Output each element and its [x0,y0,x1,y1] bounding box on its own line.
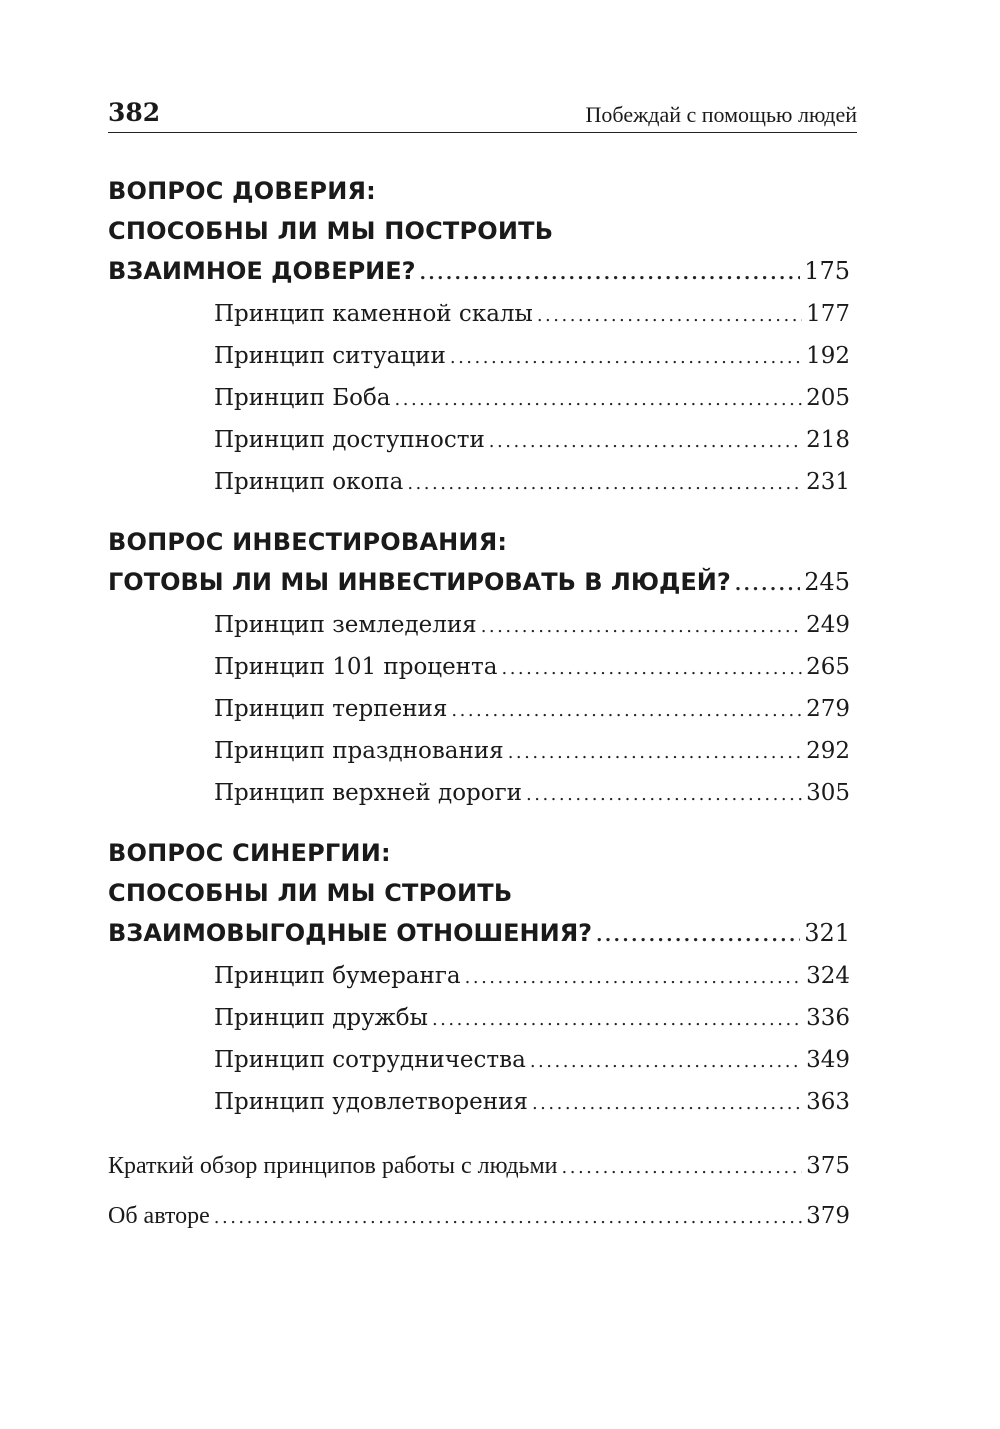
principle-entry[interactable] [214,605,850,647]
principle-entry[interactable] [214,1040,850,1082]
dot-leader [407,464,802,504]
section-title-line: СПОСОБНЫ ЛИ МЫ СТРОИТЬ [108,879,513,907]
toc-entry-label: Принцип каменной скалы [214,301,533,327]
dot-leader [562,1144,803,1192]
toc-page-number: 321 [804,919,850,947]
dot-leader [596,916,800,956]
section-title-line: ВОПРОС ДОВЕРИЯ: [108,177,376,205]
toc-page-number: 324 [806,963,850,989]
table-of-contents [108,171,850,1242]
toc-section [108,522,850,815]
principle-list [214,956,850,1124]
toc-page-number: 192 [806,343,850,369]
toc-entry-label: Принцип бумеранга [214,963,461,989]
toc-page-number: 205 [806,385,850,411]
dot-leader [481,607,802,647]
principle-entry[interactable] [214,998,850,1040]
toc-page-number: 375 [806,1153,850,1179]
dot-leader [451,691,802,731]
principle-entry[interactable] [214,378,850,420]
toc-entry-label: Принцип дружбы [214,1005,428,1031]
toc-entry-label: Принцип 101 процента [214,654,498,680]
section-title-entry[interactable] [108,913,850,956]
toc-entry-label: Об авторе [108,1203,210,1229]
toc-entry-label: Принцип земледелия [214,612,477,638]
dot-leader [508,733,802,773]
toc-page-number: 349 [806,1047,850,1073]
dot-leader [537,296,802,336]
section-title-entry[interactable] [108,562,850,605]
toc-page-number: 363 [806,1089,850,1115]
dot-leader [465,958,802,998]
toc-page-number: 336 [806,1005,850,1031]
toc-entry-label: Принцип празднования [214,738,504,764]
page-number: 382 [108,98,161,127]
principle-entry[interactable] [214,336,850,378]
dot-leader [735,565,800,605]
dot-leader [526,775,802,815]
toc-page-number: 305 [806,780,850,806]
dot-leader [395,380,803,420]
dot-leader [489,422,802,462]
back-matter-entry[interactable] [108,1192,850,1242]
toc-entry-label: Принцип окопа [214,469,404,495]
dot-leader [530,1042,802,1082]
principle-list [214,605,850,815]
toc-entry-label: Принцип терпения [214,696,448,722]
principle-entry[interactable] [214,731,850,773]
dot-leader [532,1084,802,1124]
principle-entry[interactable] [214,462,850,504]
toc-entry-label: ГОТОВЫ ЛИ МЫ ИНВЕСТИРОВАТЬ В ЛЮДЕЙ? [108,568,731,596]
toc-entry-label: Краткий обзор принципов работы с людьми [108,1153,558,1179]
toc-entry-label: Принцип доступности [214,427,485,453]
back-matter-entry[interactable] [108,1142,850,1192]
toc-page-number: 218 [806,427,850,453]
principle-entry[interactable] [214,689,850,731]
toc-page-number: 245 [804,568,850,596]
dot-leader [432,1000,802,1040]
toc-entry-label: ВЗАИМОВЫГОДНЫЕ ОТНОШЕНИЯ? [108,919,593,947]
toc-page-number: 249 [806,612,850,638]
toc-entry-label: Принцип ситуации [214,343,446,369]
principle-entry[interactable] [214,420,850,462]
toc-page-number: 265 [806,654,850,680]
principle-entry[interactable] [214,956,850,998]
toc-entry-label: Принцип сотрудничества [214,1047,526,1073]
toc-page-number: 292 [806,738,850,764]
principle-entry[interactable] [214,773,850,815]
section-title-line: СПОСОБНЫ ЛИ МЫ ПОСТРОИТЬ [108,217,554,245]
principle-entry[interactable] [214,1082,850,1124]
running-title: Побеждай с помощью людей [585,102,857,127]
toc-page-number: 279 [806,696,850,722]
toc-section [108,833,850,1124]
back-matter-list [108,1142,850,1242]
dot-leader [420,254,801,294]
toc-section [108,171,850,504]
page-header [108,96,857,133]
principle-entry[interactable] [214,647,850,689]
toc-page-number: 231 [806,469,850,495]
section-title-line: ВОПРОС СИНЕРГИИ: [108,839,391,867]
dot-leader [450,338,802,378]
toc-page-number: 175 [804,257,850,285]
toc-entry-label: ВЗАИМНОЕ ДОВЕРИЕ? [108,257,416,285]
dot-leader [214,1194,802,1242]
principle-entry[interactable] [214,294,850,336]
section-title-entry[interactable] [108,251,850,294]
toc-entry-label: Принцип Боба [214,385,391,411]
principle-list [214,294,850,504]
toc-page-number: 177 [806,301,850,327]
toc-entry-label: Принцип верхней дороги [214,780,522,806]
section-title-line: ВОПРОС ИНВЕСТИРОВАНИЯ: [108,528,508,556]
toc-page-number: 379 [806,1203,850,1229]
toc-entry-label: Принцип удовлетворения [214,1089,528,1115]
dot-leader [501,649,802,689]
